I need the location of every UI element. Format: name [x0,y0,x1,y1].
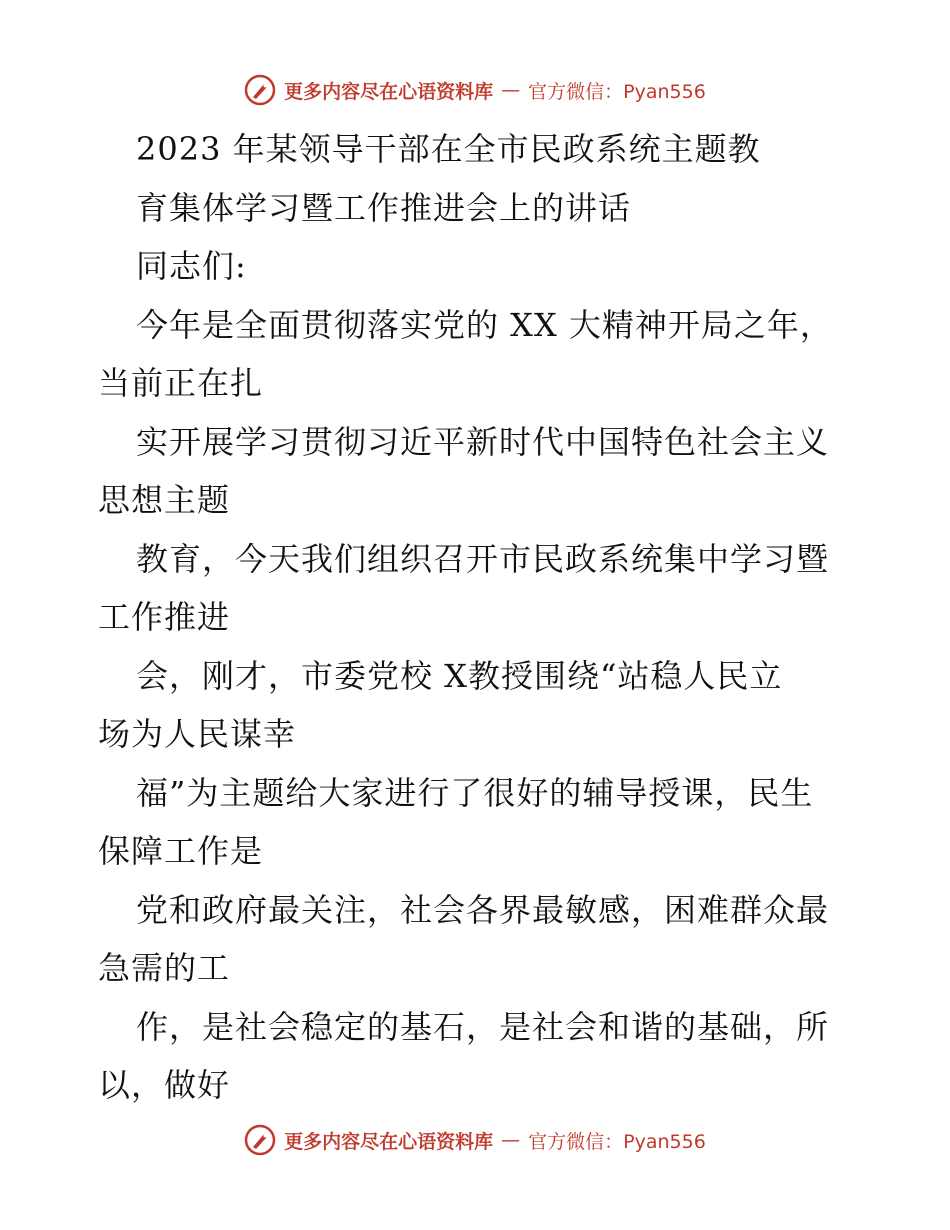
watermark-brand: 更多内容尽在心语资料库 [284,1130,494,1153]
paragraph-line: 党和政府最关注，社会各界最敏感，困难群众最 [136,890,830,929]
paragraph-line: 作，是社会稳定的基石，是社会和谐的基础，所 [136,1007,830,1046]
watermark-contact: 官方微信：Pyan556 [528,80,706,103]
paragraph-line: 教育，今天我们组织召开市民政系统集中学习暨 [136,539,830,578]
paragraph-line: 以，做好 [98,1066,231,1104]
watermark-brand: 更多内容尽在心语资料库 [284,80,494,103]
watermark-contact: 官方微信：Pyan556 [528,1130,706,1153]
header-watermark [0,70,950,110]
paragraph-line: 保障工作是 [98,832,264,870]
paragraph-line: 会，刚才，市委党校 X教授围绕“站稳人民立 [136,656,783,695]
watermark-separator: — [501,79,521,101]
paragraph-line: 急需的工 [98,949,231,987]
document-body [98,120,858,1115]
salutation: 同志们: [136,247,247,285]
pen-nib-logo-icon [244,1124,276,1156]
pen-nib-logo-icon [244,74,276,106]
title-line-2: 育集体学习暨工作推进会上的讲话 [136,188,632,227]
paragraph-line: 福”为主题给大家进行了很好的辅导授课，民生 [136,773,814,812]
paragraph-line: 工作推进 [98,598,231,636]
footer-watermark [0,1120,950,1160]
paragraph-line: 场为人民谋幸 [98,715,297,753]
paragraph-line: 实开展学习贯彻习近平新时代中国特色社会主义 [136,422,830,461]
paragraph-line: 思想主题 [98,481,231,519]
watermark-separator: — [501,1129,521,1151]
paragraph-line: 今年是全面贯彻落实党的 XX 大精神开局之年， [136,305,833,344]
paragraph-line: 当前正在扎 [98,364,264,402]
title-line-1: 2023 年某领导干部在全市民政系统主题教 [136,130,761,168]
